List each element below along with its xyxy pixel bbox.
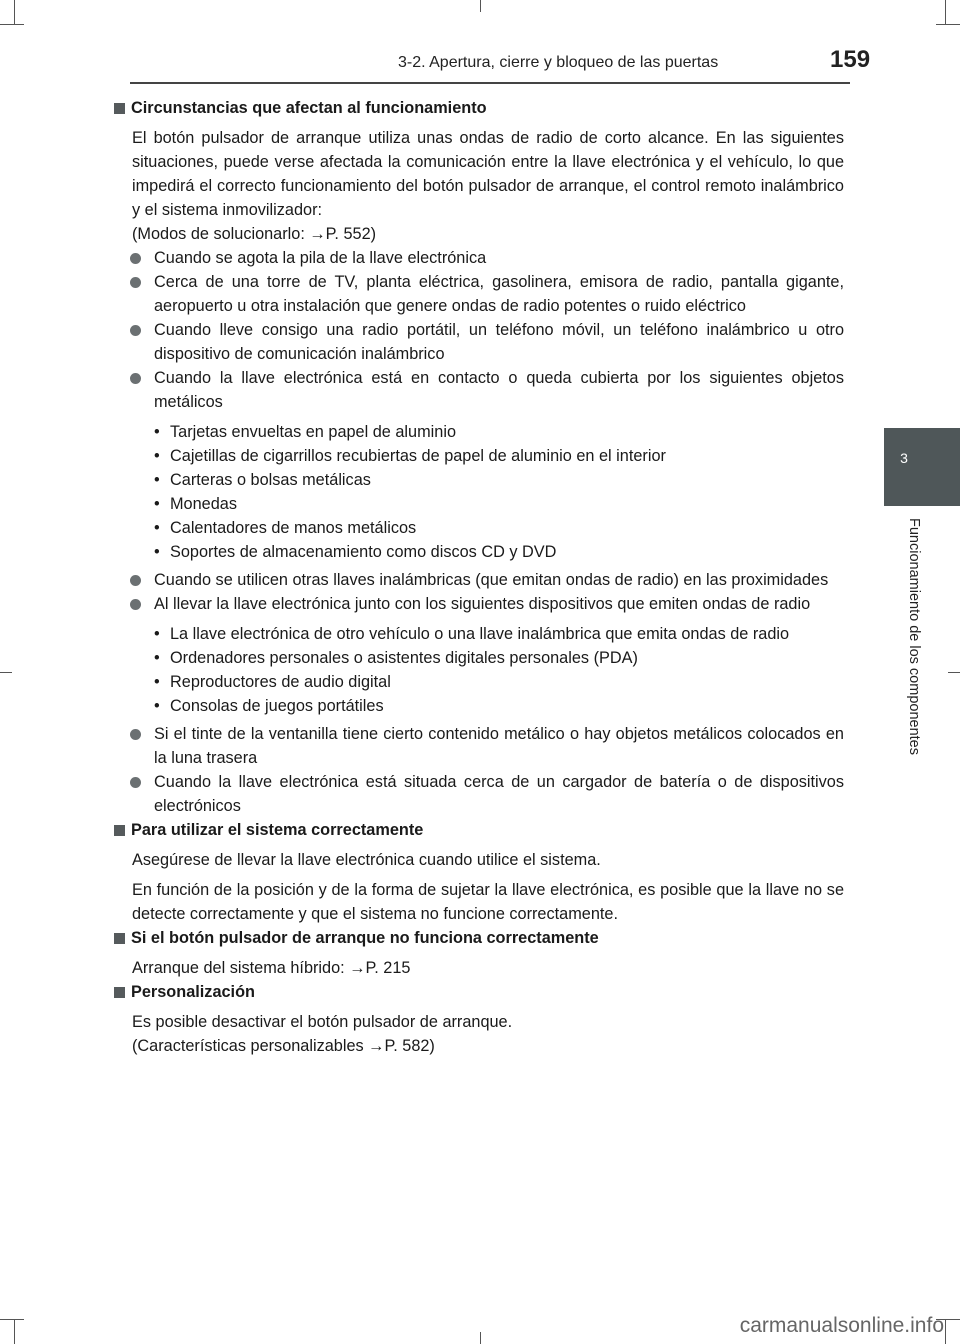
- section-heading: Para utilizar el sistema correctamente: [114, 818, 844, 842]
- header-rule: [130, 82, 850, 84]
- sub-list: [114, 622, 844, 718]
- list-item: Al llevar la llave electrónica junto con los siguientes dispositivos que emiten ondas de radio: [114, 592, 844, 616]
- sub-list-item: • La llave electrónica de otro vehículo o una llave inalámbrica que emita ondas de radio: [154, 625, 790, 643]
- list-item: Cuando se agota la pila de la llave electrónica: [114, 246, 844, 270]
- list-item: Cuando lleve consigo una radio portátil, un teléfono móvil, un teléfono inalámbrico u otro dispositivo de comunicación inalámbrico: [114, 318, 844, 366]
- paragraph: El botón pulsador de arranque utiliza unas ondas de radio de corto alcance. En las siguientes situaciones, puede verse afectada la comunicación entre la llave electrónica y el vehículo, lo que impedirá el correcto funcionamiento del botón pulsador de arranque, el control remoto inalámbrico y el sistema inmovilizador:: [132, 129, 844, 219]
- sub-list: [114, 420, 844, 564]
- sub-list-item: • Cajetillas de cigarrillos recubiertas de papel de aluminio en el interior: [154, 447, 666, 465]
- chapter-tab: [884, 428, 960, 506]
- paragraph: En función de la posición y de la forma de sujetar la llave electrónica, es posible que la llave no se detecte correctamente y que el sistema no funcione correctamente.: [132, 881, 844, 923]
- circle-bullet-icon: [130, 253, 141, 264]
- sub-list-item: • Ordenadores personales o asistentes digitales personales (PDA): [154, 649, 638, 667]
- square-bullet-icon: [114, 825, 125, 836]
- square-bullet-icon: [114, 987, 125, 998]
- sub-list-item: • Soportes de almacenamiento como discos CD y DVD: [154, 543, 557, 561]
- section-heading: Si el botón pulsador de arranque no funciona correctamente: [114, 926, 844, 950]
- circle-bullet-icon: [130, 575, 141, 586]
- list-item: Cerca de una torre de TV, planta eléctrica, gasolinera, emisora de radio, pantalla gigante, aeropuerto u otra instalación que genere ondas de radio potentes o ruido eléctrico: [114, 270, 844, 318]
- section-heading: Personalización: [114, 980, 844, 1004]
- section-heading: Circunstancias que afectan al funcionamiento: [114, 96, 844, 120]
- chapter-label: Funcionamiento de los componentes: [906, 518, 922, 755]
- circle-bullet-icon: [130, 373, 141, 384]
- page-reference: (Características personalizables →P. 582): [132, 1037, 435, 1055]
- sub-list-item: • Tarjetas envueltas en papel de aluminio: [154, 423, 457, 441]
- circle-bullet-icon: [130, 325, 141, 336]
- section-title: 3-2. Apertura, cierre y bloqueo de las puertas: [398, 54, 719, 71]
- page-content: [114, 96, 844, 1058]
- square-bullet-icon: [114, 933, 125, 944]
- page-reference: (Modos de solucionarlo: →P. 552): [132, 225, 377, 243]
- paragraph: Asegúrese de llevar la llave electrónica cuando utilice el sistema.: [132, 851, 601, 869]
- circle-bullet-icon: [130, 599, 141, 610]
- list-item: Cuando la llave electrónica está situada cerca de un cargador de batería o de dispositivos electrónicos: [114, 770, 844, 818]
- square-bullet-icon: [114, 103, 125, 114]
- page-number: 159: [830, 46, 871, 73]
- list-item: Cuando la llave electrónica está en contacto o queda cubierta por los siguientes objetos metálicos: [114, 366, 844, 414]
- list-item: Si el tinte de la ventanilla tiene cierto contenido metálico o hay objetos metálicos colocados en la luna trasera: [114, 722, 844, 770]
- watermark: carmanualsonline.info: [739, 1314, 944, 1337]
- chapter-number: 3: [900, 450, 908, 466]
- page-reference: Arranque del sistema híbrido: →P. 215: [132, 959, 411, 977]
- list-item: Cuando se utilicen otras llaves inalámbricas (que emitan ondas de radio) en las proximidades: [114, 568, 844, 592]
- sub-list-item: • Consolas de juegos portátiles: [154, 697, 384, 715]
- paragraph: Es posible desactivar el botón pulsador de arranque.: [132, 1013, 513, 1031]
- sub-list-item: • Reproductores de audio digital: [154, 673, 391, 691]
- circle-bullet-icon: [130, 277, 141, 288]
- sub-list-item: • Monedas: [154, 495, 237, 513]
- circle-bullet-icon: [130, 729, 141, 740]
- sub-list-item: • Carteras o bolsas metálicas: [154, 471, 371, 489]
- circle-bullet-icon: [130, 777, 141, 788]
- sub-list-item: • Calentadores de manos metálicos: [154, 519, 417, 537]
